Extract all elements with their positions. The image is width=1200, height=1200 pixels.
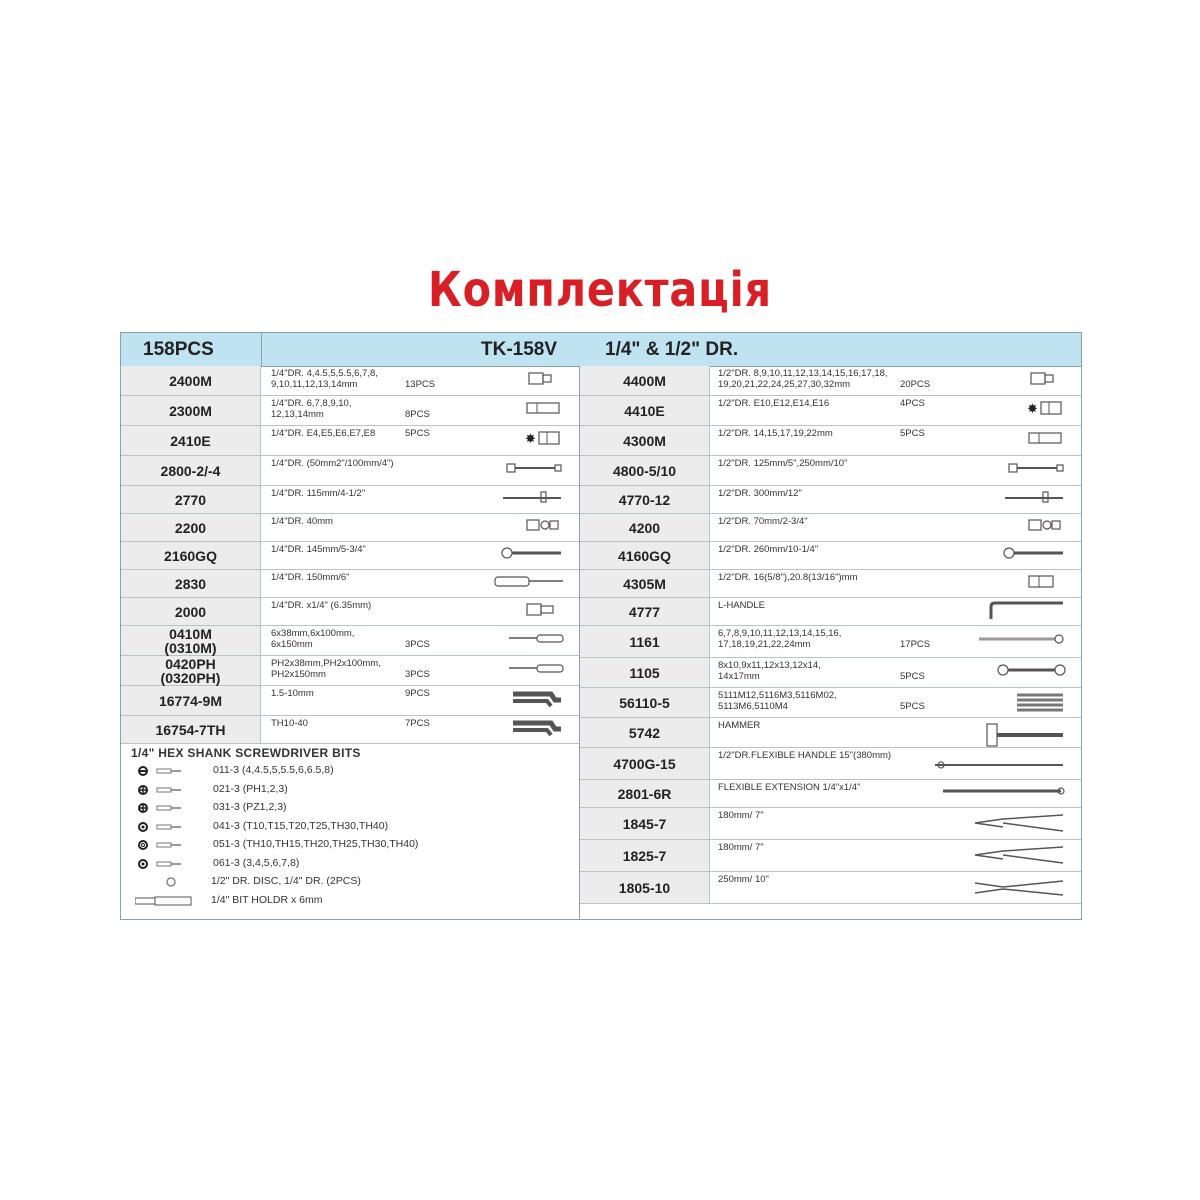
item-description: PH2x38mm,PH2x100mm, PH2x150mm <box>271 658 381 680</box>
item-description: 1/4"DR. x1/4" (6.35mm) <box>271 600 372 611</box>
item-description: 1/4"DR. 145mm/5-3/4" <box>271 544 366 555</box>
table-row <box>121 656 579 686</box>
cutting-pliers-icon <box>973 845 1067 871</box>
item-description: 6,7,8,9,10,11,12,13,14,15,16, 17,18,19,21,22,24mm <box>718 628 842 650</box>
table-row <box>121 626 579 656</box>
slotted-bit-icon <box>137 765 187 777</box>
screwdriver-icon <box>507 630 565 656</box>
item-description: 1/2"DR. E10,E12,E14,E16 <box>718 398 830 409</box>
item-code: 4410E <box>580 396 710 425</box>
table-row <box>121 396 579 426</box>
item-code: 4700G-15 <box>580 748 710 779</box>
ratchet-icon <box>501 545 565 571</box>
contents-table <box>120 332 1082 920</box>
item-code: 4800-5/10 <box>580 456 710 485</box>
item-code: 1105 <box>580 658 710 687</box>
item-description: 1/2"DR. 125mm/5",250mm/10" <box>718 458 848 469</box>
table-row <box>121 456 579 486</box>
item-quantity: 17PCS <box>900 639 931 650</box>
table-row <box>121 542 579 570</box>
bit-item: 1/4" BIT HOLDR x 6mm <box>211 893 323 906</box>
item-code: 2801-6R <box>580 780 710 807</box>
ratchet-icon <box>1003 545 1067 571</box>
socket-icon <box>525 370 565 396</box>
table-row <box>121 570 579 598</box>
sliding-t-bar-icon <box>501 489 565 515</box>
item-description: 1/4"DR. (50mm2"/100mm/4") <box>271 458 394 469</box>
bit-item: 061-3 (3,4,5,6,7,8) <box>213 856 300 869</box>
table-row <box>580 872 1081 904</box>
item-code: 1805-10 <box>580 872 710 903</box>
item-description: 250mm/ 10" <box>718 874 769 885</box>
item-quantity: 9PCS <box>405 688 430 699</box>
table-row <box>580 486 1081 514</box>
item-code: 2800-2/-4 <box>121 456 261 485</box>
item-description: 180mm/ 7" <box>718 810 764 821</box>
bit-item: 1/2" DR. DISC, 1/4" DR. (2PCS) <box>211 875 361 887</box>
extension-bar-icon <box>1007 460 1067 486</box>
hex-bit-icon <box>137 858 187 870</box>
item-quantity: 5PCS <box>900 701 925 712</box>
item-description: 1/4"DR. 4,4.5,5,5.5,6,7,8, 9,10,11,12,13,14mm <box>271 368 378 390</box>
table-row <box>580 626 1081 658</box>
table-row <box>580 748 1081 780</box>
item-quantity: 4PCS <box>900 398 925 409</box>
torx-bit-icon <box>137 821 187 833</box>
table-row <box>580 366 1081 396</box>
item-code: 2000 <box>121 598 261 625</box>
table-row <box>121 426 579 456</box>
item-description: 1/4"DR. 6,7,8,9,10, 12,13,14mm <box>271 398 352 420</box>
item-code: 2830 <box>121 570 261 597</box>
item-description: HAMMER <box>718 720 761 731</box>
bit-item: 011-3 (4,4.5,5,5.5,6,6.5,8) <box>213 764 334 776</box>
universal-joint-icon <box>1027 517 1067 543</box>
item-description: 5111M12,5116M3,5116M02, 5113M6,5110M4 <box>718 690 837 712</box>
sliding-t-bar-icon <box>1003 489 1067 515</box>
item-code: 2410E <box>121 426 261 455</box>
item-quantity: 8PCS <box>405 409 430 420</box>
double-ring-wrench-icon <box>995 662 1067 688</box>
item-code: 4160GQ <box>580 542 710 569</box>
item-code: 4770-12 <box>580 486 710 513</box>
item-description: 1/2"DR. 300mm/12" <box>718 488 802 499</box>
torx-key-set-icon <box>511 719 565 745</box>
item-code: 4300M <box>580 426 710 455</box>
table-row <box>580 688 1081 718</box>
item-description: 1/4"DR. E4,E5,E6,E7,E8 <box>271 428 376 439</box>
item-description: 6x38mm,6x100mm, 6x150mm <box>271 628 355 650</box>
item-quantity: 20PCS <box>900 379 931 390</box>
extension-bar-icon <box>505 460 565 486</box>
item-code: 2300M <box>121 396 261 425</box>
bit-item: 051-3 (TH10,TH15,TH20,TH25,TH30,TH40) <box>213 838 419 850</box>
table-row <box>121 486 579 514</box>
table-row <box>580 658 1081 688</box>
table-row <box>121 598 579 626</box>
item-description: 180mm/ 7" <box>718 842 764 853</box>
item-description: 1.5-10mm <box>271 688 314 699</box>
item-quantity: 3PCS <box>405 639 430 650</box>
item-code: 0410M (0310M) <box>121 626 261 655</box>
table-row <box>580 840 1081 872</box>
table-row <box>580 570 1081 598</box>
item-quantity: 3PCS <box>405 669 430 680</box>
svg-text:✸: ✸ <box>525 431 536 446</box>
spinner-handle-icon <box>493 573 565 599</box>
spark-plug-socket-icon <box>1027 573 1067 599</box>
bits-title: 1/4" HEX SHANK SCREWDRIVER BITS <box>131 746 361 760</box>
torx-socket-icon <box>1027 400 1067 426</box>
item-code: 2160GQ <box>121 542 261 569</box>
piece-count: 158PCS <box>121 333 262 366</box>
table-row <box>580 808 1081 840</box>
item-code: 1845-7 <box>580 808 710 839</box>
item-quantity: 13PCS <box>405 379 436 390</box>
drive-size: 1/4" & 1/2" DR. <box>605 339 739 360</box>
adapter-icon <box>525 601 565 627</box>
hammer-icon <box>985 722 1067 748</box>
file-set-icon <box>1015 692 1067 718</box>
item-description: 1/2"DR. 14,15,17,19,22mm <box>718 428 833 439</box>
item-quantity: 5PCS <box>405 428 430 439</box>
item-code: 4305M <box>580 570 710 597</box>
item-description: 1/2"DR. 260mm/10-1/4" <box>718 544 819 555</box>
pliers-icon <box>973 813 1067 839</box>
bit-item: 041-3 (T10,T15,T20,T25,TH30,TH40) <box>213 819 389 832</box>
item-code: 16774-9M <box>121 686 261 715</box>
item-code: 1161 <box>580 626 710 657</box>
disc-icon <box>165 876 215 888</box>
item-quantity: 7PCS <box>405 718 430 729</box>
item-code: 4400M <box>580 366 710 395</box>
svg-text:✸: ✸ <box>1027 401 1038 416</box>
item-code: 5742 <box>580 718 710 747</box>
table-row <box>580 514 1081 542</box>
table-row <box>580 598 1081 626</box>
deep-socket-icon <box>525 400 565 426</box>
table-row <box>580 718 1081 748</box>
item-description: 1/2"DR.FLEXIBLE HANDLE 15"(380mm) <box>718 750 892 761</box>
item-code: 2200 <box>121 514 261 541</box>
page-title: Комплектація <box>428 262 772 318</box>
table-row <box>121 686 579 716</box>
table-row <box>121 366 579 396</box>
universal-joint-icon <box>525 517 565 543</box>
table-row <box>580 542 1081 570</box>
item-description: L-HANDLE <box>718 600 765 611</box>
table-row <box>580 426 1081 456</box>
table-row <box>121 716 579 744</box>
hex-key-set-icon <box>511 690 565 716</box>
table-row <box>580 456 1081 486</box>
tamper-torx-bit-icon <box>137 839 187 851</box>
item-code: 0420PH (0320PH) <box>121 656 261 685</box>
pozi-bit-icon <box>137 802 187 814</box>
item-code: 56110-5 <box>580 688 710 717</box>
item-description: 1/4"DR. 150mm/6" <box>271 572 350 583</box>
item-description: 1/2"DR. 8,9,10,11,12,13,14,15,16,17,18, 19,20,21,22,24,25,27,30,32mm <box>718 368 888 390</box>
deep-socket-icon <box>1027 430 1067 456</box>
flexible-extension-icon <box>941 783 1067 809</box>
phillips-bit-icon <box>137 784 187 796</box>
table-row <box>580 780 1081 808</box>
item-quantity: 5PCS <box>900 428 925 439</box>
item-description: 1/4"DR. 40mm <box>271 516 333 527</box>
item-description: 8x10,9x11,12x13,12x14, 14x17mm <box>718 660 821 682</box>
item-code: 1825-7 <box>580 840 710 871</box>
item-description: 1/2"DR. 70mm/2-3/4" <box>718 516 808 527</box>
combination-wrench-icon <box>971 631 1067 657</box>
item-description: TH10-40 <box>271 718 308 729</box>
item-code: 4200 <box>580 514 710 541</box>
item-description: 1/4"DR. 115mm/4-1/2" <box>271 488 366 499</box>
bit-holder-icon <box>135 895 195 907</box>
item-description: 1/2"DR. 16(5/8"),20.8(13/16")mm <box>718 572 858 583</box>
model-number: TK-158V <box>481 339 558 360</box>
water-pump-pliers-icon <box>973 877 1067 903</box>
item-code: 2400M <box>121 366 261 395</box>
item-quantity: 5PCS <box>900 671 925 682</box>
item-code: 16754-7TH <box>121 716 261 743</box>
table-header <box>121 333 1081 367</box>
bit-item: 021-3 (PH1,2,3) <box>213 782 288 795</box>
socket-icon <box>1027 370 1067 396</box>
item-code: 4777 <box>580 598 710 625</box>
item-description: FLEXIBLE EXTENSION 1/4"x1/4" <box>718 782 861 793</box>
phillips-screwdriver-icon <box>507 660 565 686</box>
l-handle-icon <box>983 601 1067 627</box>
item-code: 2770 <box>121 486 261 513</box>
bit-item: 031-3 (PZ1,2,3) <box>213 801 287 813</box>
breaker-bar-icon <box>933 753 1067 779</box>
table-row <box>580 396 1081 426</box>
table-row <box>121 514 579 542</box>
torx-socket-icon <box>525 430 565 456</box>
